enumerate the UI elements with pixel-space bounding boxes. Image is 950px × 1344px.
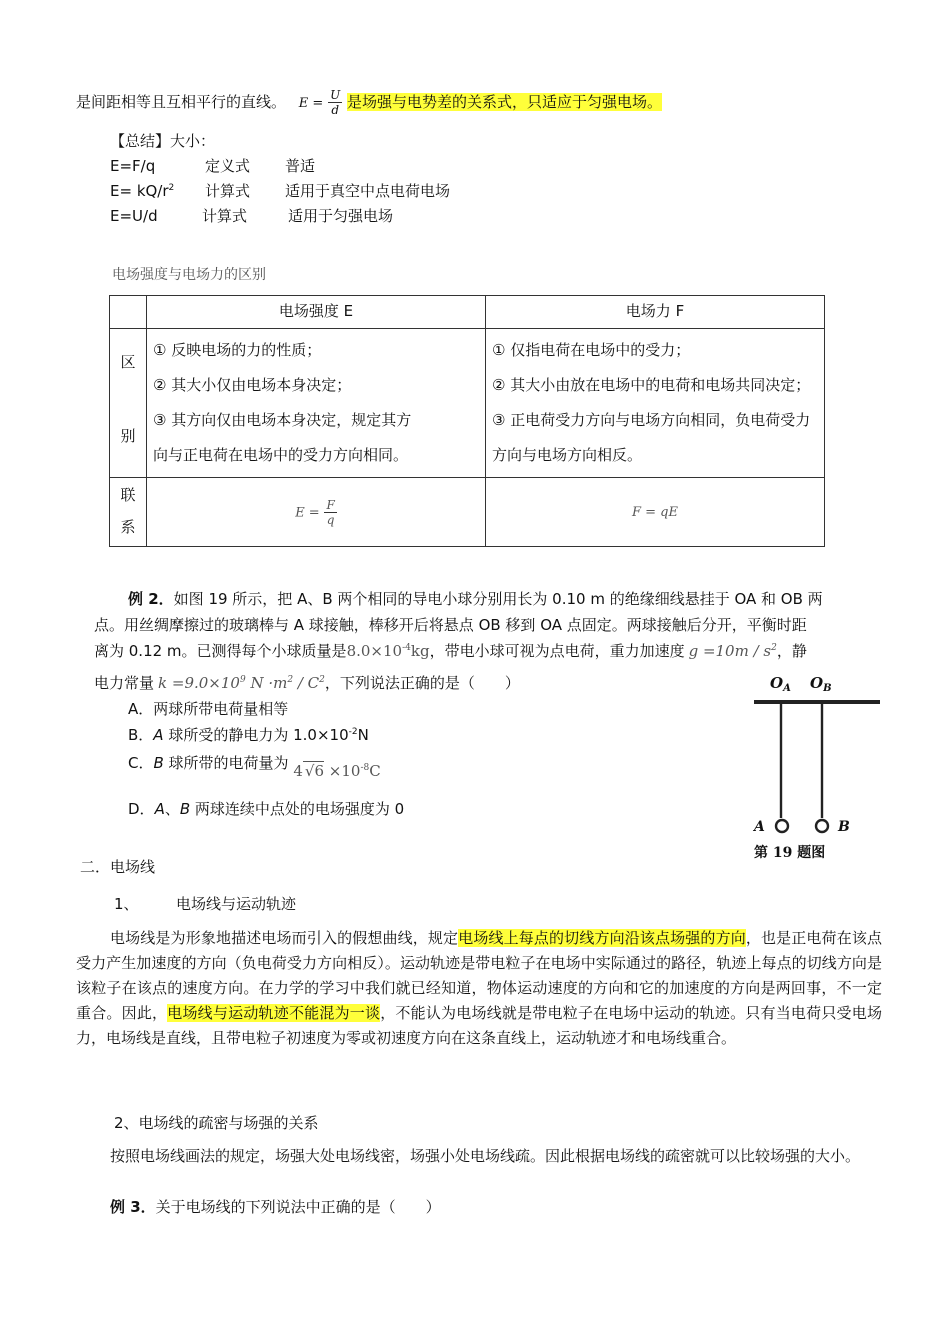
label-oa: $O_A$ xyxy=(770,674,791,694)
col1-item: ③ 其方向仅由电场本身决定，规定其方 xyxy=(153,411,412,429)
example2-line3: 离为 0.12 m。已测得每个小球质量是$8.0\times 10^{-4}kg$，带电小球可视为点电荷，重力加速度 $g =10m / s^2$，静 xyxy=(94,642,807,660)
figure-19 xyxy=(742,668,892,868)
subsection-2-heading: 2、电场线的疏密与场强的关系 xyxy=(114,1114,319,1132)
summary-type: 计算式 xyxy=(205,182,251,200)
ball-b-label: B xyxy=(838,819,850,835)
col2-item: ② 其大小由放在电场中的电荷和电场共同决定； xyxy=(492,376,811,394)
summary-row-1 xyxy=(110,155,315,176)
comparison-table xyxy=(109,295,825,547)
summary-formula: E=U/d xyxy=(110,207,158,225)
formula-fraction xyxy=(328,88,342,117)
example2-line4: 电力常量 $k =9.0\times 10^9$ $N \cdot m^2 / C^2$，下列说法正确的是（ ） xyxy=(94,674,520,692)
ball-b xyxy=(816,820,828,832)
col2-difference-cell xyxy=(486,329,825,478)
example3-label: 例 3． xyxy=(110,1198,156,1216)
option-d: D．A、B 两球连续中点处的电场强度为 0 xyxy=(128,800,405,818)
example2-label: 例 2． xyxy=(128,590,174,608)
figure-caption: 第 19 题图 xyxy=(754,845,826,861)
label-ob: $O_B$ xyxy=(810,674,832,694)
col1-header: 电场强度 E xyxy=(147,296,486,329)
col1-item: ② 其大小仅由电场本身决定； xyxy=(153,376,352,394)
row-label-difference: 区 别 xyxy=(110,329,147,478)
summary-scope: 适用于匀强电场 xyxy=(288,207,394,225)
summary-scope: 普适 xyxy=(285,157,316,175)
col2-relation: F = qE xyxy=(486,478,825,547)
mass-value: $8.0\times 10^{-4}kg$ xyxy=(346,642,430,660)
highlighted-statement: 是场强与电势差的关系式，只适应于匀强电场。 xyxy=(347,93,663,111)
support-beam xyxy=(754,700,880,704)
highlight-tangent-direction: 电场线上每点的切线方向沿该点场强的方向 xyxy=(458,929,746,947)
example3: 例 3．关于电场线的下列说法中正确的是（ ） xyxy=(110,1198,441,1216)
paragraph-2: 按照电场线画法的规定，场强大处电场线密，场强小处电场线疏。因此根据电场线的疏密就可以比较场强的大小。 xyxy=(110,1147,861,1165)
ball-a xyxy=(776,820,788,832)
col1-item: ① 反映电场的力的性质； xyxy=(153,341,322,359)
summary-formula: $E= kQ/r^2$ xyxy=(110,182,175,200)
summary-type: 定义式 xyxy=(205,157,251,175)
paragraph-1: 电场线是为形象地描述电场而引入的假想曲线，规定电场线上每点的切线方向沿该点场强的方向，也是正电荷在该点受力产生加速度的方向（负电荷受力方向相反）。运动轨迹是带电粒子在电场中实际通过的路径，轨迹上每点的切线方向是该粒子在该点的速度方向。在力学的学习中我们就已经知道，物体运动速度的方向和它的加速度的方向是两回事，不一定重合。因此，电场线与运动轨迹不能混为一谈，不能认为电场线就是带电粒子在电场中运动的轨迹。只有当电荷只受电场力，电场线是直线，且带电粒子初速度为零或初速度方向在这条直线上，运动轨迹才和电场线重合。 xyxy=(76,929,882,1047)
col2-item: ③ 正电荷受力方向与电场方向相同，负电荷受力 xyxy=(492,411,811,429)
col1-relation: E = $\frac{F}{q}$ xyxy=(147,478,486,547)
highlight-not-confuse: 电场线与运动轨迹不能混为一谈 xyxy=(167,1004,381,1022)
summary-scope: 适用于真空中点电荷电场 xyxy=(285,182,451,200)
gravity-value: $g =10m / s^2$ xyxy=(688,642,777,660)
option-b: B．A 球所受的静电力为 $1.0\times 10^{-2}N$ xyxy=(128,726,369,744)
table-corner-cell xyxy=(110,296,147,329)
summary-type: 计算式 xyxy=(202,207,248,225)
summary-row-3 xyxy=(110,205,393,226)
summary-formula: E=F/q xyxy=(110,157,156,175)
ball-a-label: A xyxy=(754,819,765,835)
summary-title: 【总结】大小： xyxy=(110,132,216,150)
coulomb-constant: $k =9.0\times 10^9$ $N \cdot m^2 / C^2$ xyxy=(158,674,325,692)
col2-item: ① 仅指电荷在电场中的受力； xyxy=(492,341,691,359)
summary-row-2 xyxy=(110,180,450,201)
pendulum-diagram xyxy=(742,668,892,868)
col1-item: 向与正电荷在电场中的受力方向相同。 xyxy=(153,446,409,464)
subsection-1-heading: 1、 电场线与运动轨迹 xyxy=(114,895,297,913)
option-c: C．B 球所带的电荷量为 4 $√6 \times 10^{-8}C$ xyxy=(128,754,381,780)
col2-header: 电场力 F xyxy=(486,296,825,329)
intro-line xyxy=(76,88,662,117)
formula-numerator: U xyxy=(330,88,341,102)
formula-denominator: d xyxy=(331,103,339,117)
charge-value: 4 $√6 \times 10^{-8}C$ xyxy=(293,762,381,780)
example2-line2: 点。用丝绸摩擦过的玻璃棒与 A 球接触，棒移开后将悬点 OB 移到 OA 点固定。两球接触后分开，平衡时距 xyxy=(94,616,807,634)
col2-item: 方向与电场方向相反。 xyxy=(492,446,643,464)
table-caption: 电场强度与电场力的区别 xyxy=(112,267,266,283)
formula-lhs: E = xyxy=(298,96,324,111)
option-a: A．两球所带电荷量相等 xyxy=(128,700,289,718)
col1-difference-cell xyxy=(147,329,486,478)
intro-text: 是间距相等且互相平行的直线。 xyxy=(76,93,287,111)
row-label-relation: 联 系 xyxy=(110,478,147,547)
example2-line1: 例 2．如图 19 所示，把 A、B 两个相同的导电小球分别用长为 0.10 m 的绝缘细线悬挂于 OA 和 OB 两 xyxy=(128,590,823,608)
section-heading: 二．电场线 xyxy=(80,858,156,876)
